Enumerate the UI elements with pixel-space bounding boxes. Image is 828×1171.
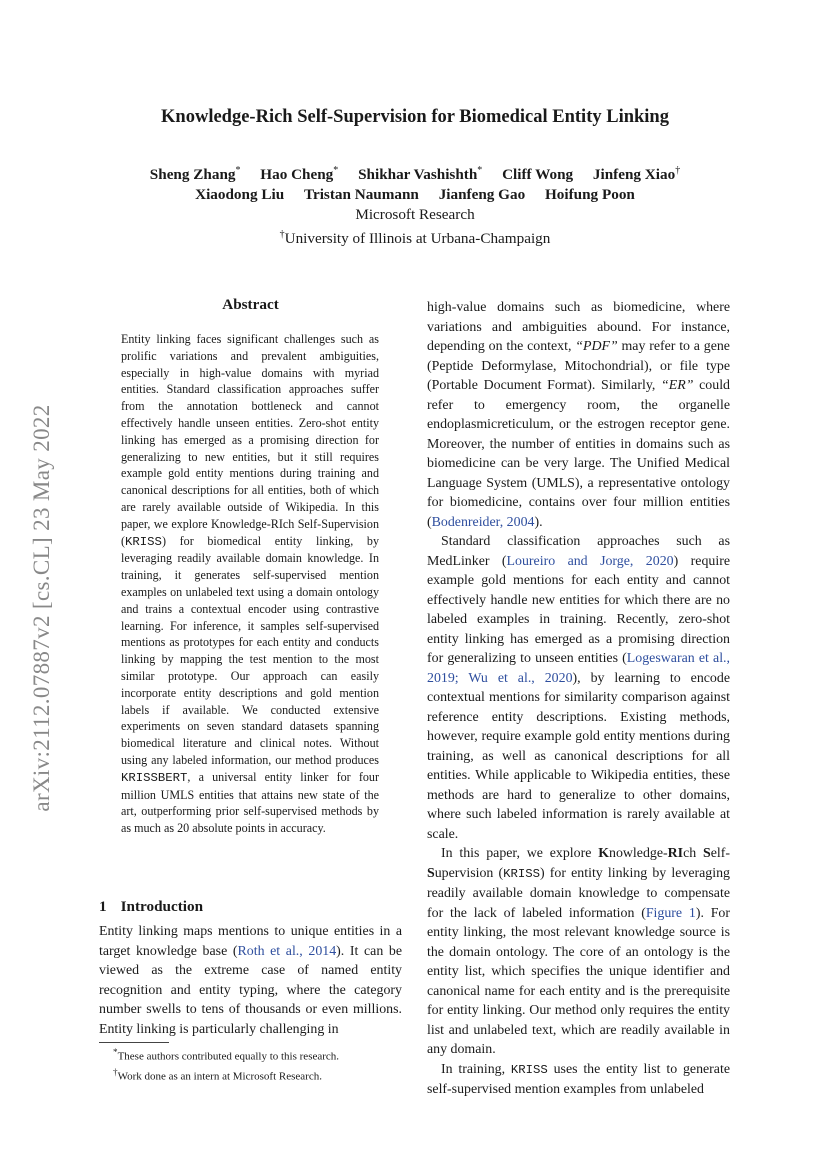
arxiv-stamp-text: arXiv:2112.07887v2 [cs.CL] 23 May 2022: [29, 404, 54, 812]
footnote-equal-contribution: *These authors contributed equally to this research.: [113, 1047, 340, 1063]
author-name: Hao Cheng*: [260, 165, 339, 184]
affiliation-microsoft: Microsoft Research: [355, 206, 475, 224]
citation-link[interactable]: Wu et al., 2020: [468, 670, 573, 686]
figure-reference-link[interactable]: Figure 1: [645, 905, 696, 921]
author-name: Tristan Naumann: [303, 186, 419, 204]
author-name: Sheng Zhang*: [149, 165, 241, 184]
introduction-right-column: [427, 298, 730, 1100]
paper-title: Knowledge-Rich Self-Supervision for Biomedical Entity Linking: [161, 107, 669, 127]
author-name: Cliff Wong: [502, 166, 574, 184]
citation-link[interactable]: Logeswaran et al., 2019: [427, 651, 731, 686]
author-row-2: [90, 185, 740, 205]
abstract-heading: Abstract: [222, 296, 279, 313]
paragraph: In training, KRISS uses the entity list to generate self-supervised mention examples from unlabeled: [427, 1061, 730, 1097]
footnote-intern: †Work done as an intern at Microsoft Research.: [113, 1067, 322, 1083]
author-name: Xiaodong Liu: [195, 186, 285, 204]
footnotes: [99, 1045, 402, 1085]
author-name: Shikhar Vashishth*: [358, 165, 483, 184]
citation-link[interactable]: Bodenreider, 2004: [431, 514, 535, 530]
paragraph: Standard classification approaches such as MedLinker (Loureiro and Jorge, 2020) require example gold mentions for each entity and cannot effectively handle new entities for which there are no labeled examples in training. Recently, zero-shot entity linking has emerged as a promising direction for generalizing to unseen entities (Logeswaran et al., 2019; Wu et al., 2020), by learning to encode contextual mentions for similarity comparison against reference entity descriptions. Existing methods, however, require example gold entity mentions during training, as well as canonical descriptions for all entities. While applicable to Wikipedia entities, these methods are hard to generalize to other domains, where such labeled information is rarely available at scale.: [427, 534, 731, 842]
author-row-1: [90, 161, 740, 185]
citation-link[interactable]: Loureiro and Jorge, 2020: [506, 553, 674, 569]
footnote-divider: [99, 1042, 169, 1043]
paragraph: high-value domains such as biomedicine, where variations and ambiguities abound. For instance, depending on the context, “PDF” may refer to a gene (Peptide Deformylase, Mitochondrial), or file type (Portable Document Format). Similarly, “ER” could refer to emergency room, the organelle endoplasmicreticulum, or the estrogen receptor gene. Moreover, the number of entities in domains such as biomedicine can be very large. The Unified Medical Language System (UMLS), a representative ontology for biomedicine, contains over four million entities (Bodenreider, 2004).: [427, 300, 730, 530]
author-name: Hoifung Poon: [544, 186, 635, 204]
arxiv-identifier-stamp: [22, 358, 62, 858]
citation-link[interactable]: Roth et al., 2014: [237, 943, 337, 959]
author-block: [90, 161, 740, 249]
author-name: Jianfeng Gao: [438, 186, 526, 204]
introduction-heading: 1 Introduction: [99, 898, 204, 915]
author-name: Jinfeng Xiao†: [592, 165, 681, 184]
affiliation-uiuc: †University of Illinois at Urbana-Champaign: [279, 229, 551, 248]
abstract-text: Entity linking faces significant challenges such as prolific variations and prevalent ambiguities, especially in high-value domains with myriad entities. Standard classification approaches suffer from the annotation bottleneck and cannot effectively handle unseen entities. Zero-shot entity linking has emerged as a promising direction for generalizing to new entities, but it still requires example gold entity mentions during training and canonical descriptions for all entities, both of which are rarely available outside of Wikipedia. In this paper, we explore Knowledge-RIch Self-Supervision (KRISS) for biomedical entity linking, by leveraging readily available domain knowledge. In training, it generates self-supervised mention examples on unlabeled text using a domain ontology and trains a contextual encoder using contrastive learning. For inference, it samples self-supervised mentions as prototypes for each entity and conducts linking by mapping the test mention to the most similar prototype. Our approach can easily incorporate entity descriptions and gold mention labels if available. We conducted extensive experiments on seven standard datasets spanning biomedical literature and clinical notes. Without using any labeled information, our method produces KRISSBERT, a universal entity linker for four million UMLS entities that attains new state of the art, outperforming prior self-supervised methods by as much as 20 absolute points in accuracy.: [121, 332, 379, 836]
paragraph: In this paper, we explore Knowledge-RIch Self-Supervision (KRISS) for entity linking by leveraging readily available domain knowledge to compensate for the lack of labeled information (Figure 1). For entity linking, the most relevant knowledge source is the domain ontology. The core of an ontology is the entity list, which specifies the unique identifier and canonical name for each entity and is the prerequisite for entity linking. Our method only requires the entity list and unlabeled text, which are readily available in any domain.: [427, 846, 730, 1057]
introduction-left-text: Entity linking maps mentions to unique entities in a target knowledge base (Roth et al., 2014). It can be viewed as the extreme case of named entity recognition and entity typing, where the category number swells to tens of thousands or even millions. Entity linking is particularly challenging in: [99, 924, 403, 1037]
